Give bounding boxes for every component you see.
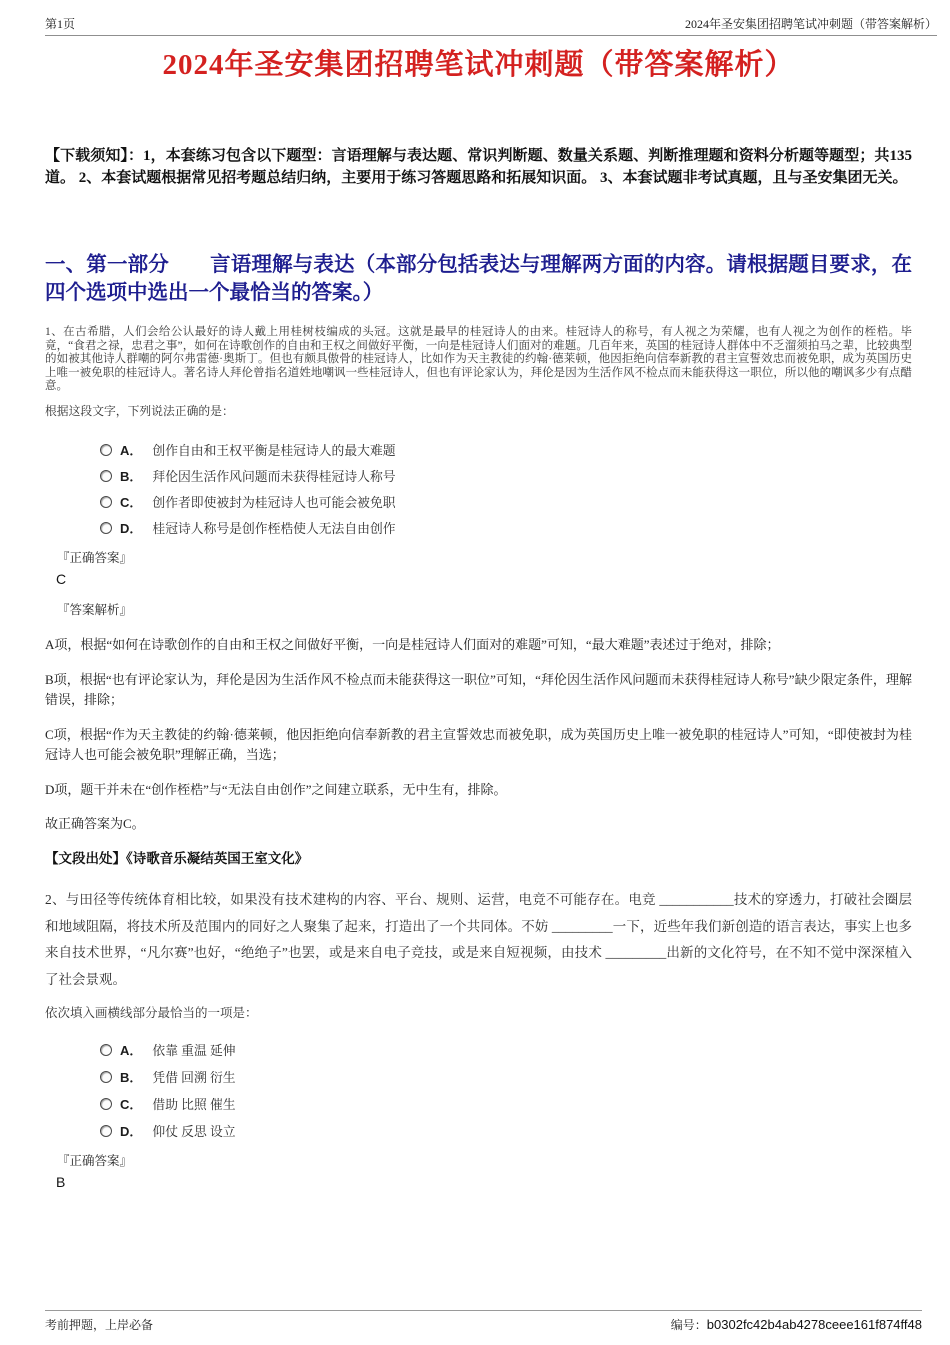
radio-button-icon[interactable] [100, 1071, 112, 1083]
option-letter: B． [120, 469, 143, 485]
option-text: 依靠 重温 延伸 [152, 1044, 236, 1059]
option-letter: A． [120, 1043, 143, 1059]
option-text: 创作者即使被封为桂冠诗人也可能会被免职 [152, 496, 396, 511]
code-label: 编号： [670, 1318, 707, 1332]
question-1-stem: 1、在古希腊，人们会给公认最好的诗人戴上用桂树枝编成的头冠。这就是最早的桂冠诗人的由来。桂冠诗人的称号，有人视之为荣耀，也有人视之为创作的桎梏。毕竟，“食君之禄，忠君之事”，如何在诗歌创作的自由和王权之间做好平衡，一向是桂冠诗人们面对的难题。几百年来，英国的桂冠诗人群体中不乏溜须拍马之辈，比较典型的如被其他诗人群嘲的阿尔弗雷德·奥斯丁。但也有颇具傲骨的桂冠诗人，比如作为天主教徒的约翰·德莱顿，他因拒绝向信奉新教的君主宣誓效忠而被免职，成为英国历史上唯一被免职的桂冠诗人。著名诗人拜伦曾指名道姓地嘲讽一些桂冠诗人，但也有评论家认为，拜伦是因为生活作风不检点而未能获得这一职位，所以他的嘲讽多少有点醋意。 [45, 326, 912, 393]
question-2-prompt: 依次填入画横线部分最恰当的一项是： [45, 1006, 258, 1021]
question-1-options [45, 437, 912, 541]
option-letter: A． [120, 443, 143, 459]
option-row-c [45, 1090, 912, 1117]
option-text: 创作自由和王权平衡是桂冠诗人的最大难题 [152, 444, 396, 459]
radio-button-icon[interactable] [100, 1098, 112, 1110]
page-footer [45, 1310, 922, 1333]
footer-slogan: 考前押题，上岸必备 [45, 1318, 154, 1332]
option-row-c [45, 489, 912, 515]
option-text: 桂冠诗人称号是创作桎梏使人无法自由创作 [152, 522, 396, 537]
option-row-d [45, 515, 912, 541]
analysis-paragraph-a: A项，根据“如何在诗歌创作的自由和王权之间做好平衡，一向是桂冠诗人们面对的难题”可知，“最大难题”表述过于绝对，排除； [45, 636, 780, 652]
option-text: 仰仗 反思 设立 [152, 1125, 236, 1140]
correct-answer-value: B [56, 1174, 66, 1191]
radio-button-icon[interactable] [100, 470, 112, 482]
analysis-paragraph-c: C项，根据“作为天主教徒的约翰·德莱顿，他因拒绝向信奉新教的君主宣誓效忠而被免职，成为英国历史上唯一被免职的桂冠诗人”可知，“即使被封为桂冠诗人也可能会被免职”理解正确，当选； [45, 727, 912, 762]
option-letter: D． [120, 521, 143, 537]
option-letter: C． [120, 1097, 143, 1113]
page-number: 第1页 [45, 17, 76, 31]
download-notice: 【下载须知】：1，本套练习包含以下题型：言语理解与表达题、常识判断题、数量关系题、判断推理题和资料分析题等题型；共135道。 2、本套试题根据常见招考题总结归纳，主要用于练习答题思路和拓展知识面。 3、本套试题非考试真题，且与圣安集团无关。 [45, 148, 912, 186]
analysis-conclusion: 故正确答案为C。 [45, 815, 145, 831]
question-2-options [45, 1036, 912, 1144]
analysis-paragraph-d: D项，题干并未在“创作桎梏”与“无法自由创作”之间建立联系，无中生有，排除。 [45, 782, 507, 798]
question-2-stem: 2、与田径等传统体育相比较，如果没有技术建构的内容、平台、规则、运营，电竞不可能存在。电竞 ___________技术的穿透力，打破社会圈层和地域阻隔，将技术所及范围内的同好之人聚集了起来，打造出了一个共同体。不妨 _________一下，近些年我们新创造的语言表达，事实上也多来自技术世界，“凡尔赛”也好，“绝绝子”也罢，或是来自电子竞技，或是来自短视频，由技术 _________出新的文化符号，在不知不觉中深深植入了社会景观。 [45, 892, 912, 987]
correct-answer-value: C [56, 570, 67, 587]
analysis-heading: 『答案解析』 [57, 602, 133, 617]
document-title: 2024年圣安集团招聘笔试冲刺题（带答案解析） [162, 49, 795, 81]
analysis-paragraph-b: B项，根据“也有评论家认为，拜伦是因为生活作风不检点而未能获得这一职位”可知，“拜伦因生活作风问题而未获得桂冠诗人称号”缺少限定条件，理解错误，排除； [45, 672, 912, 707]
option-text: 凭借 回溯 衍生 [152, 1071, 236, 1086]
page-content [45, 31, 912, 1192]
option-row-a [45, 437, 912, 463]
option-row-b [45, 1063, 912, 1090]
code-value: b0302fc42b4ab4278ceee161f874ff48 [706, 1317, 922, 1332]
radio-button-icon[interactable] [100, 522, 112, 534]
question-1-prompt: 根据这段文字，下列说法正确的是： [45, 403, 234, 418]
correct-answer-heading: 『正确答案』 [57, 550, 133, 565]
radio-button-icon[interactable] [100, 1125, 112, 1137]
option-row-b [45, 463, 912, 489]
option-text: 借助 比照 催生 [152, 1098, 236, 1113]
option-letter: D． [120, 1124, 143, 1140]
header-doc-title: 2024年圣安集团招聘笔试冲刺题（带答案解析） [684, 17, 937, 31]
option-text: 拜伦因生活作风问题而未获得桂冠诗人称号 [152, 470, 396, 485]
option-row-a [45, 1036, 912, 1063]
option-letter: C． [120, 495, 143, 511]
document-code [671, 1316, 922, 1333]
radio-button-icon[interactable] [100, 496, 112, 508]
passage-source: 【文段出处】《诗歌音乐凝结英国王室文化》 [45, 851, 309, 867]
option-letter: B． [120, 1070, 143, 1086]
option-row-d [45, 1117, 912, 1144]
section-heading: 一、第一部分 言语理解与表达（本部分包括表达与理解两方面的内容。请根据题目要求，在四个选项中选出一个最恰当的答案。） [45, 254, 912, 304]
correct-answer-heading: 『正确答案』 [57, 1154, 133, 1169]
radio-button-icon[interactable] [100, 1044, 112, 1056]
radio-button-icon[interactable] [100, 444, 112, 456]
